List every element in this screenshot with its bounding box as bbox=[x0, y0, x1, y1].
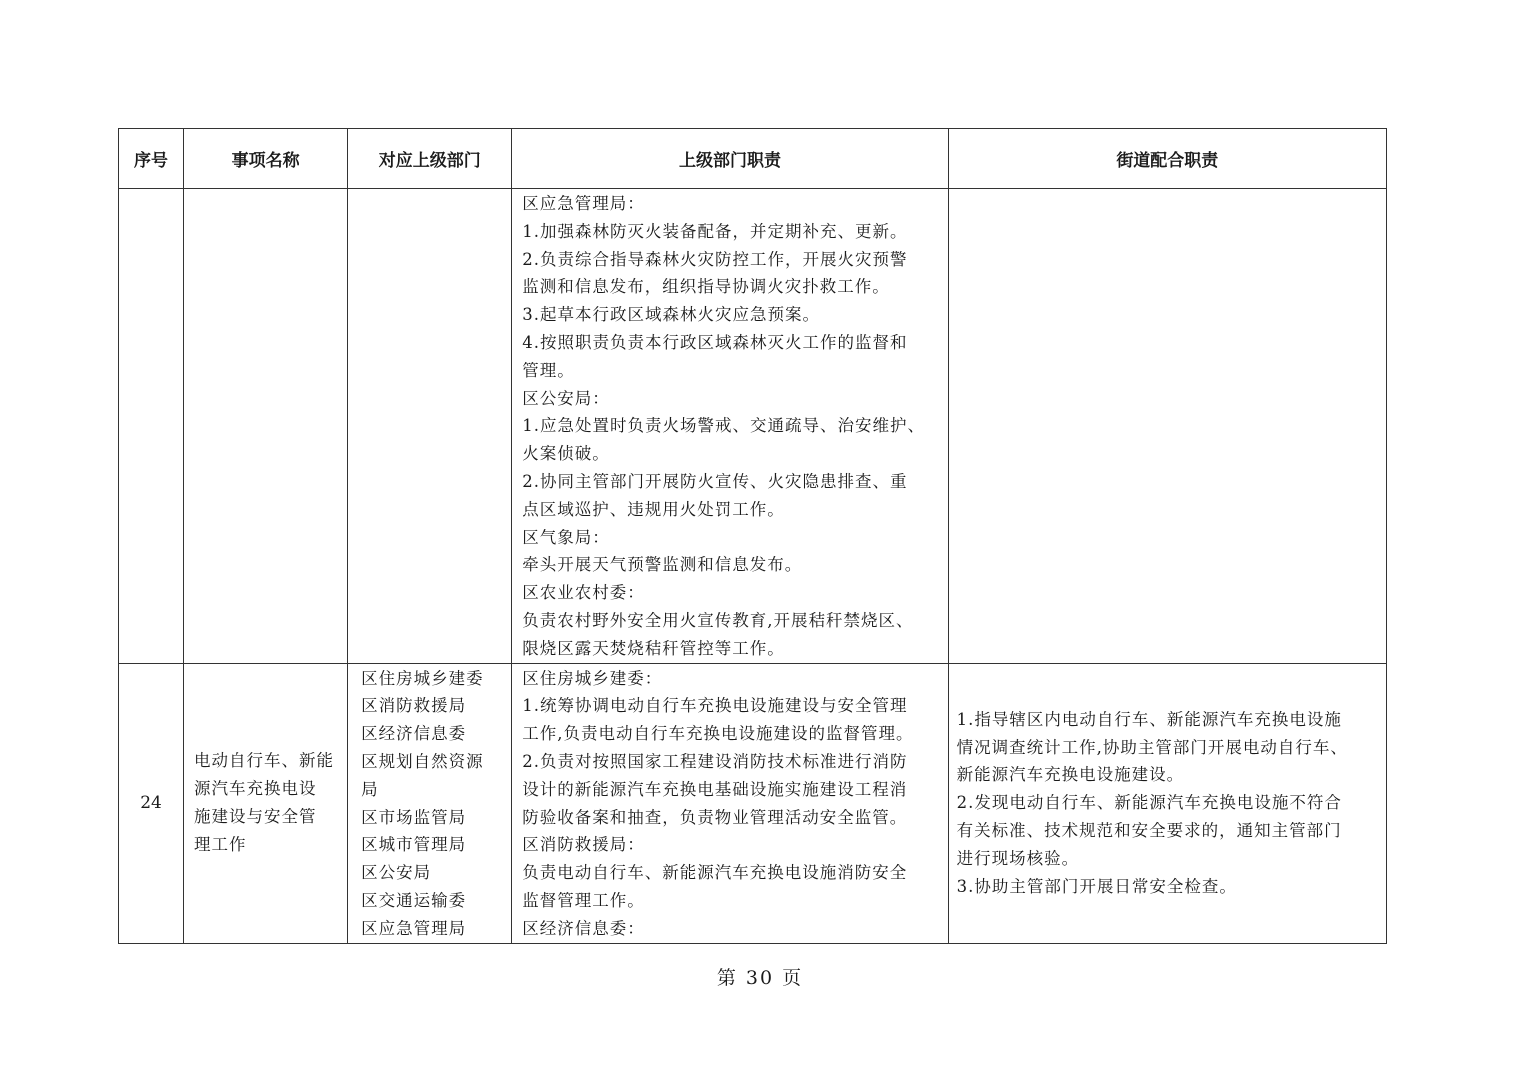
text-line: 防验收备案和抽查，负责物业管理活动安全监管。 bbox=[522, 807, 908, 827]
row2-dept-text bbox=[361, 665, 511, 943]
text-line: 2.负责对按照国家工程建设消防技术标准进行消防 bbox=[522, 751, 908, 771]
text-line: 3.起草本行政区域森林火灾应急预案。 bbox=[522, 305, 821, 325]
text-line: 有关标准、技术规范和安全要求的，通知主管部门 bbox=[956, 820, 1342, 840]
text-line: 限烧区露天焚烧秸秆管控等工作。 bbox=[522, 638, 785, 658]
text-line: 理工作 bbox=[194, 834, 247, 854]
text-line: 牵头开展天气预警监测和信息发布。 bbox=[522, 555, 803, 575]
text-line: 区农业农村委： bbox=[522, 583, 645, 603]
text-line: 1.统筹协调电动自行车充换电设施建设与安全管理 bbox=[522, 696, 908, 716]
text-line: 4.按照职责负责本行政区域森林灭火工作的监督和 bbox=[522, 332, 908, 352]
text-line: 监督管理工作。 bbox=[522, 890, 645, 910]
row1-duty-cell bbox=[512, 189, 948, 664]
row1-no-cell bbox=[119, 189, 184, 664]
text-line: 工作,负责电动自行车充换电设施建设的监督管理。 bbox=[522, 724, 914, 744]
text-line: 施建设与安全管 bbox=[194, 807, 317, 827]
header-dept: 对应上级部门 bbox=[348, 129, 512, 189]
text-line: 电动自行车、新能 bbox=[194, 751, 335, 771]
text-line: 1.加强森林防灭火装备配备，并定期补充、更新。 bbox=[522, 221, 908, 241]
text-line: 区市场监管局 bbox=[361, 807, 467, 827]
text-line: 管理。 bbox=[522, 360, 575, 380]
row1-street-cell bbox=[948, 189, 1386, 664]
text-line: 区住房城乡建委： bbox=[522, 668, 663, 688]
table-row bbox=[119, 189, 1387, 664]
row2-duty-cell bbox=[512, 663, 948, 943]
text-line: 区公安局 bbox=[361, 863, 432, 883]
row2-dept-cell bbox=[348, 663, 512, 943]
text-line: 火案侦破。 bbox=[522, 444, 610, 464]
text-line: 2.协同主管部门开展防火宣传、火灾隐患排查、重 bbox=[522, 471, 908, 491]
text-line: 2.发现电动自行车、新能源汽车充换电设施不符合 bbox=[956, 793, 1342, 813]
text-line: 点区域巡护、违规用火处罚工作。 bbox=[522, 499, 785, 519]
text-line: 区经济信息委 bbox=[361, 724, 467, 744]
text-line: 区气象局： bbox=[522, 527, 610, 547]
text-line: 区公安局： bbox=[522, 388, 610, 408]
text-line: 监测和信息发布，组织指导协调火灾扑救工作。 bbox=[522, 277, 890, 297]
header-no: 序号 bbox=[119, 129, 184, 189]
page-number: 第 30 页 bbox=[716, 967, 804, 989]
text-line: 区消防救援局 bbox=[361, 696, 467, 716]
text-line: 1.应急处置时负责火场警戒、交通疏导、治安维护、 bbox=[522, 416, 926, 436]
header-name: 事项名称 bbox=[184, 129, 348, 189]
text-line: 情况调查统计工作,协助主管部门开展电动自行车、 bbox=[956, 737, 1348, 757]
text-line: 区规划自然资源 bbox=[361, 751, 484, 771]
text-line: 源汽车充换电设 bbox=[194, 779, 317, 799]
text-line: 2.负责综合指导森林火灾防控工作，开展火灾预警 bbox=[522, 249, 908, 269]
row2-street-text bbox=[957, 706, 1386, 901]
text-line: 负责农村野外安全用火宣传教育,开展秸秆禁烧区、 bbox=[522, 610, 914, 630]
text-line: 区应急管理局 bbox=[361, 918, 467, 938]
row2-name-cell bbox=[184, 663, 348, 943]
text-line: 区消防救援局： bbox=[522, 835, 645, 855]
table-header-row bbox=[119, 129, 1387, 189]
row2-duty-text bbox=[522, 665, 947, 943]
text-line: 区住房城乡建委 bbox=[361, 668, 484, 688]
text-line: 设计的新能源汽车充换电基础设施实施建设工程消 bbox=[522, 779, 908, 799]
row1-dept-cell bbox=[348, 189, 512, 664]
text-line: 区经济信息委： bbox=[522, 918, 645, 938]
text-line: 区应急管理局： bbox=[522, 194, 645, 213]
text-line: 1.指导辖区内电动自行车、新能源汽车充换电设施 bbox=[956, 709, 1342, 729]
text-line: 区城市管理局 bbox=[361, 835, 467, 855]
row1-duty-text bbox=[522, 190, 947, 663]
text-line: 3.协助主管部门开展日常安全检查。 bbox=[956, 876, 1237, 896]
row2-street-cell bbox=[948, 663, 1386, 943]
text-line: 区交通运输委 bbox=[361, 890, 467, 910]
row2-no-cell: 24 bbox=[119, 663, 184, 943]
table-row bbox=[119, 663, 1387, 943]
text-line: 新能源汽车充换电设施建设。 bbox=[956, 765, 1185, 785]
responsibility-table bbox=[118, 128, 1387, 944]
row2-name-text bbox=[194, 747, 347, 858]
text-line: 负责电动自行车、新能源汽车充换电设施消防安全 bbox=[522, 863, 908, 883]
text-line: 局 bbox=[361, 779, 379, 799]
header-duty: 上级部门职责 bbox=[512, 129, 948, 189]
text-line: 进行现场核验。 bbox=[956, 848, 1080, 868]
header-street: 街道配合职责 bbox=[948, 129, 1386, 189]
row1-name-cell bbox=[184, 189, 348, 664]
